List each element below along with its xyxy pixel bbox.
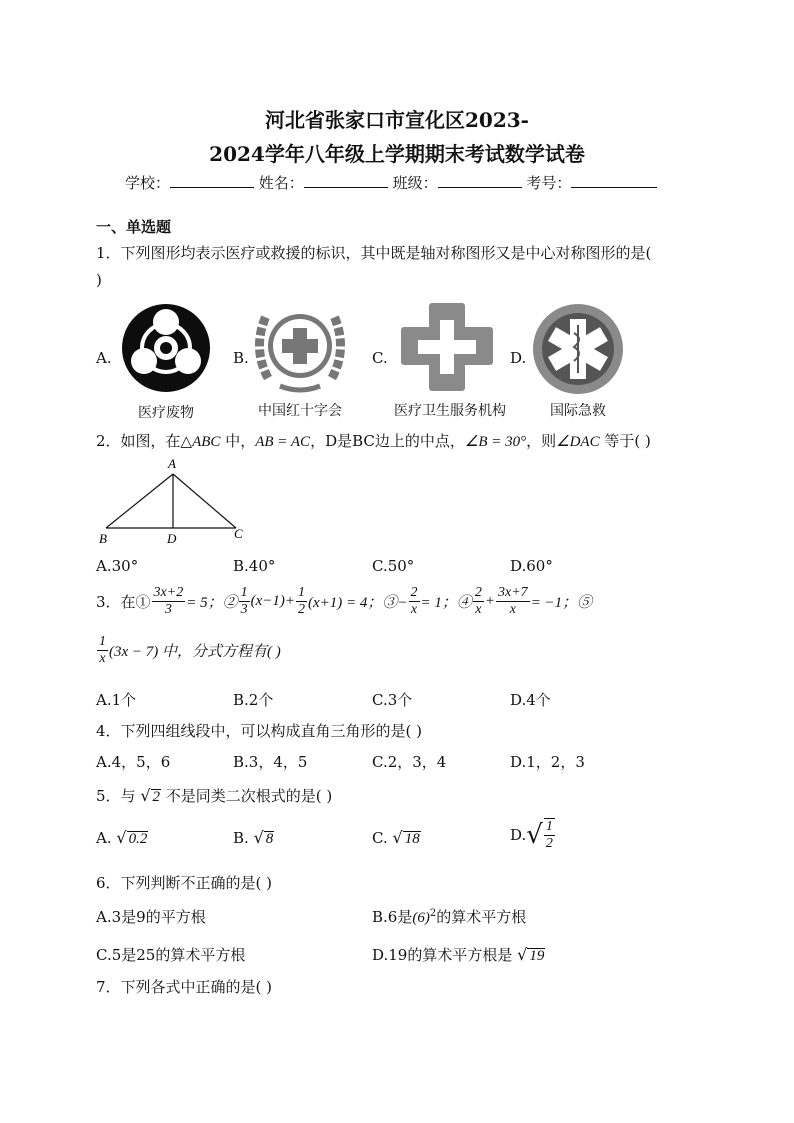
side-ab [106,474,173,528]
q2-option-b[interactable]: B.40° [233,557,276,575]
q1-option-d-label: D. [510,349,527,367]
red-cross-society-icon [250,298,350,396]
q5-text: 5．与 √ 2 不是同类二次根式的是( ) [96,786,333,805]
q2-option-d[interactable]: D.60° [510,557,553,575]
q1-text-cont: ) [96,271,102,289]
vertex-b-label: B [99,531,107,546]
number-blank[interactable] [571,172,657,188]
q3-option-a[interactable]: A.1个 [96,691,137,709]
q2-text-part: ，则 [526,432,557,450]
q3-option-b[interactable]: B.2个 [233,691,274,709]
q2-text [96,430,651,451]
school-label: 学校： [125,174,171,192]
health-service-icon [400,302,494,392]
q1-caption-a: 医疗废物 [138,405,194,421]
emergency-star-of-life-icon [530,303,626,395]
q3-fraction: $\frac{3x+2}{3}$ [153,585,184,617]
q3-text-part: (x+1) = 4；③− [308,595,408,611]
vertex-c-label: C [234,526,243,541]
q5-option-a[interactable]: A. √ 0.2 [96,828,148,847]
title-line-2: 2024学年八年级上学期期末考试数学试卷 [209,142,585,166]
class-label: 班级： [392,174,438,192]
q3-fraction: $\frac{1}{3}$ [240,585,248,617]
q2-text-part: 2．如图，在△ [96,432,193,450]
q7-text: 7．下列各式中正确的是( ) [96,978,273,996]
q2-triangle-name: ABC [192,434,221,450]
q1-caption-c: 医疗卫生服务机构 [394,403,506,419]
name-label: 姓名： [258,174,304,192]
school-blank[interactable] [170,172,254,188]
q2-angle: ∠B = 30° [464,434,527,450]
q5-option-d[interactable]: D. √ $\frac{1}{2}$ [510,819,553,851]
q5-text-part: 5．与 [96,787,141,805]
q3-text-part: (3x − 7) 中，分式方程有( ) [109,644,281,660]
title-line-1: 河北省张家口市宣化区2023- [265,108,529,132]
q4-option-d[interactable]: D.1，2，3 [510,753,585,771]
q1-option-b-label: B. [233,349,249,367]
q3-text-line2 [96,634,281,667]
student-info-row [125,172,657,193]
q3-text-part: = 1；④ [420,595,472,611]
q3-text-part: + [484,593,496,609]
q4-option-b[interactable]: B.3，4，5 [233,753,308,771]
section-heading: 一、单选题 [96,218,172,236]
q6-text: 6．下列判断不正确的是( ) [96,874,273,892]
q3-text-part: = 5；② [186,595,238,611]
q2-text-part: 中， [220,432,256,450]
q5-radicand: 2 [152,789,161,805]
q3-fraction: $\frac{1}{x}$ [99,634,106,666]
name-blank[interactable] [304,172,388,188]
q3-option-d[interactable]: D.4个 [510,691,551,709]
q2-equation: AB = AC [255,434,311,450]
q6-option-c[interactable]: C.5是25的算术平方根 [96,946,246,964]
q3-option-c[interactable]: C.3个 [372,691,413,709]
number-label: 考号： [526,174,572,192]
vertex-a-label: A [168,456,176,471]
biohazard-icon [120,300,212,396]
q2-option-c[interactable]: C.50° [372,557,415,575]
q2-triangle-figure [96,456,256,548]
q3-fraction: $\frac{3x+7}{x}$ [498,585,528,617]
q6-option-d[interactable]: D.19的算术平方根是 √ 19 [372,945,545,964]
q1-text: 1．下列图形均表示医疗或救援的标识，其中既是轴对称图形又是中心对称图形的是( [96,244,652,262]
q1-caption-b: 中国红十字会 [258,403,342,419]
q2-target-angle: ∠DAC [556,434,600,450]
side-ac [173,474,236,528]
q3-text-part: = −1；⑤ [530,595,593,611]
q3-fraction: $\frac{1}{2}$ [298,585,305,617]
q3-text-part: (x−1)+ [250,593,295,609]
q1-option-a-label: A. [96,349,112,367]
q6-option-a[interactable]: A.3是9的平方根 [96,908,206,926]
q3-text-part: 3．在① [96,593,151,611]
q4-text: 4．下列四组线段中，可以构成直角三角形的是( ) [96,722,423,740]
q1-option-c-label: C. [372,349,388,367]
q4-option-a[interactable]: A.4，5，6 [96,753,171,771]
q6-option-b[interactable]: B.6是$(6)^2$的算术平方根 [372,908,527,926]
q5-text-part: 不是同类二次根式的是( ) [161,787,333,805]
point-d-label: D [167,531,177,546]
q3-text-line1 [96,585,592,618]
q3-fraction: $\frac{2}{x}$ [474,585,482,617]
q1-caption-d: 国际急救 [550,403,606,419]
q5-option-b[interactable]: B. √ 8 [233,828,274,847]
q2-text-part: ，D是BC边上的中点， [310,432,465,450]
q3-fraction: $\frac{2}{x}$ [410,585,418,617]
class-blank[interactable] [438,172,522,188]
q2-option-a[interactable]: A.30° [96,557,139,575]
q5-option-c[interactable]: C. √ 18 [372,828,420,847]
q2-text-part: 等于( ) [599,432,651,450]
q4-option-c[interactable]: C.2，3，4 [372,753,447,771]
